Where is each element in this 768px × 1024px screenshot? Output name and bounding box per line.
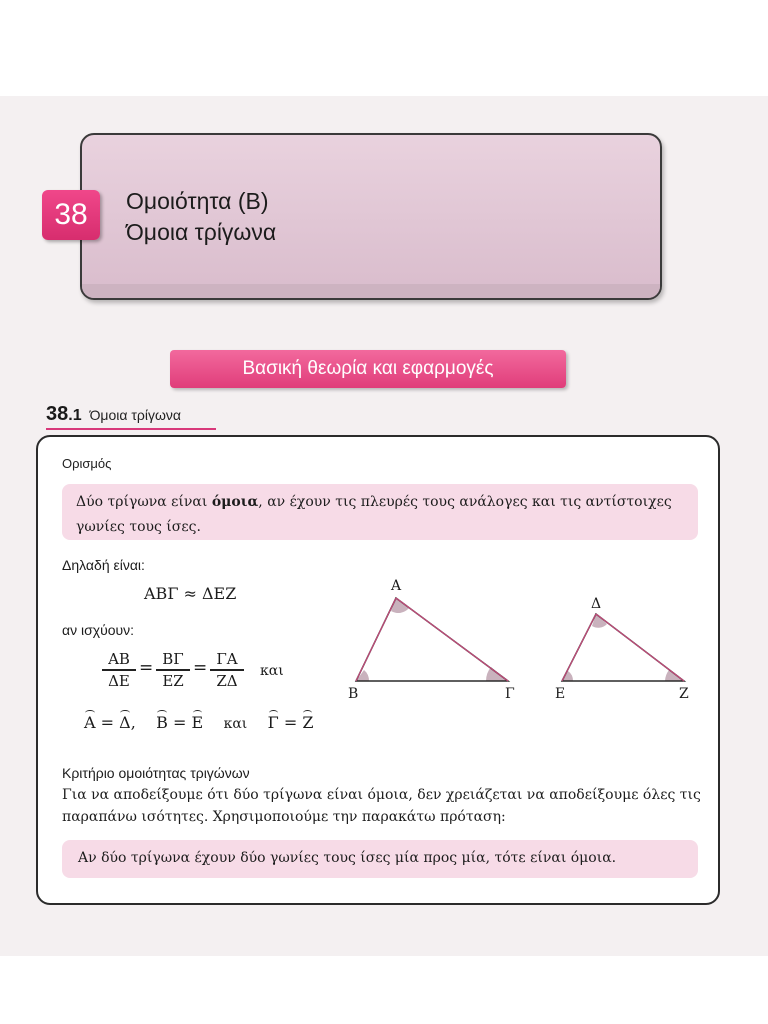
- criterion-statement: Αν δύο τρίγωνα έχουν δύο γωνίες τους ίσες μία προς μία, τότε είναι όμοια.: [78, 850, 617, 866]
- angle-hat: Δ: [119, 713, 131, 732]
- ratio-3-numerator: ΓΑ: [216, 650, 238, 668]
- angle-equalities: Α = Δ, Β = Ε και Γ = Ζ: [84, 713, 314, 732]
- ratio-1-denominator: ΔΕ: [108, 671, 130, 690]
- lesson-title-line2: Όμοια τρίγωνα: [126, 219, 277, 245]
- criterion-title: Κριτήριο ομοιότητας τριγώνων: [62, 765, 250, 781]
- angle-hat: Α: [84, 713, 96, 732]
- equals-sign-1: =: [139, 658, 154, 678]
- triangle-abg: [356, 598, 508, 681]
- ratio-3-denominator: ΖΔ: [216, 671, 238, 690]
- if-holds-label: αν ισχύουν:: [62, 622, 135, 638]
- subsection-title: Όμοια τρίγωνα: [89, 407, 182, 423]
- vertex-label-e: Ε: [555, 686, 566, 702]
- definition-text-start: Δύο τρίγωνα είναι: [76, 494, 212, 510]
- ratio-2-denominator: ΕΖ: [162, 671, 184, 690]
- triangle-dez: [562, 614, 684, 681]
- equals-sign: =: [100, 713, 115, 732]
- subsection-number-main: 38: [46, 403, 69, 425]
- and-word-1: και: [260, 663, 284, 679]
- vertex-label-a: Α: [391, 578, 402, 594]
- side-ag: [396, 598, 508, 681]
- section-heading: Βασική θεωρία και εφαρμογές: [170, 350, 566, 388]
- angle-hat: Ζ: [302, 713, 314, 732]
- lesson-title-line1: Ομοιότητα (Β): [126, 188, 269, 214]
- vertex-label-z: Ζ: [679, 686, 689, 702]
- equals-sign: =: [173, 713, 187, 732]
- triangle-abg-outline: [356, 598, 508, 681]
- side-ab: [356, 598, 396, 681]
- side-dz: [596, 614, 684, 681]
- vertex-label-b: Β: [348, 686, 359, 702]
- angle-hat: Γ: [267, 713, 279, 732]
- equals-sign: =: [283, 713, 298, 732]
- lesson-number-badge: 38: [42, 190, 100, 240]
- definition-label: Ορισμός: [62, 456, 112, 471]
- subsection-number-sub: .1: [68, 407, 82, 424]
- angle-marker-e: [562, 671, 573, 681]
- angle-hat: Ε: [191, 713, 204, 732]
- vertex-label-g: Γ: [505, 686, 515, 702]
- that-is-label: Δηλαδή είναι:: [62, 557, 145, 573]
- definition-keyword: όμοια: [211, 494, 259, 510]
- equals-sign-2: =: [193, 658, 208, 678]
- definition-text-end: , αν έχουν τις πλευρές τους ανάλογες και τις αντίστοιχες γωνίες τους ίσες.: [76, 494, 672, 535]
- vertex-label-d: Δ: [591, 596, 602, 612]
- and-word-2: και: [223, 716, 248, 732]
- triangle-dez-outline: [562, 614, 684, 681]
- ratio-1-numerator: ΑΒ: [108, 650, 130, 668]
- similarity-statement: ΑΒΓ ≈ ΔΕΖ: [144, 584, 237, 603]
- side-de: [562, 614, 596, 681]
- angle-hat: Β: [156, 713, 168, 732]
- criterion-text: Για να αποδείξουμε ότι δύο τρίγωνα είναι όμοια, δεν χρειάζεται να αποδείξουμε όλες τις παραπάνω ισότητες. Χρησιμοποιούμε την παρακάτω πρόταση:: [62, 787, 701, 825]
- ratio-2-numerator: ΒΓ: [162, 650, 184, 668]
